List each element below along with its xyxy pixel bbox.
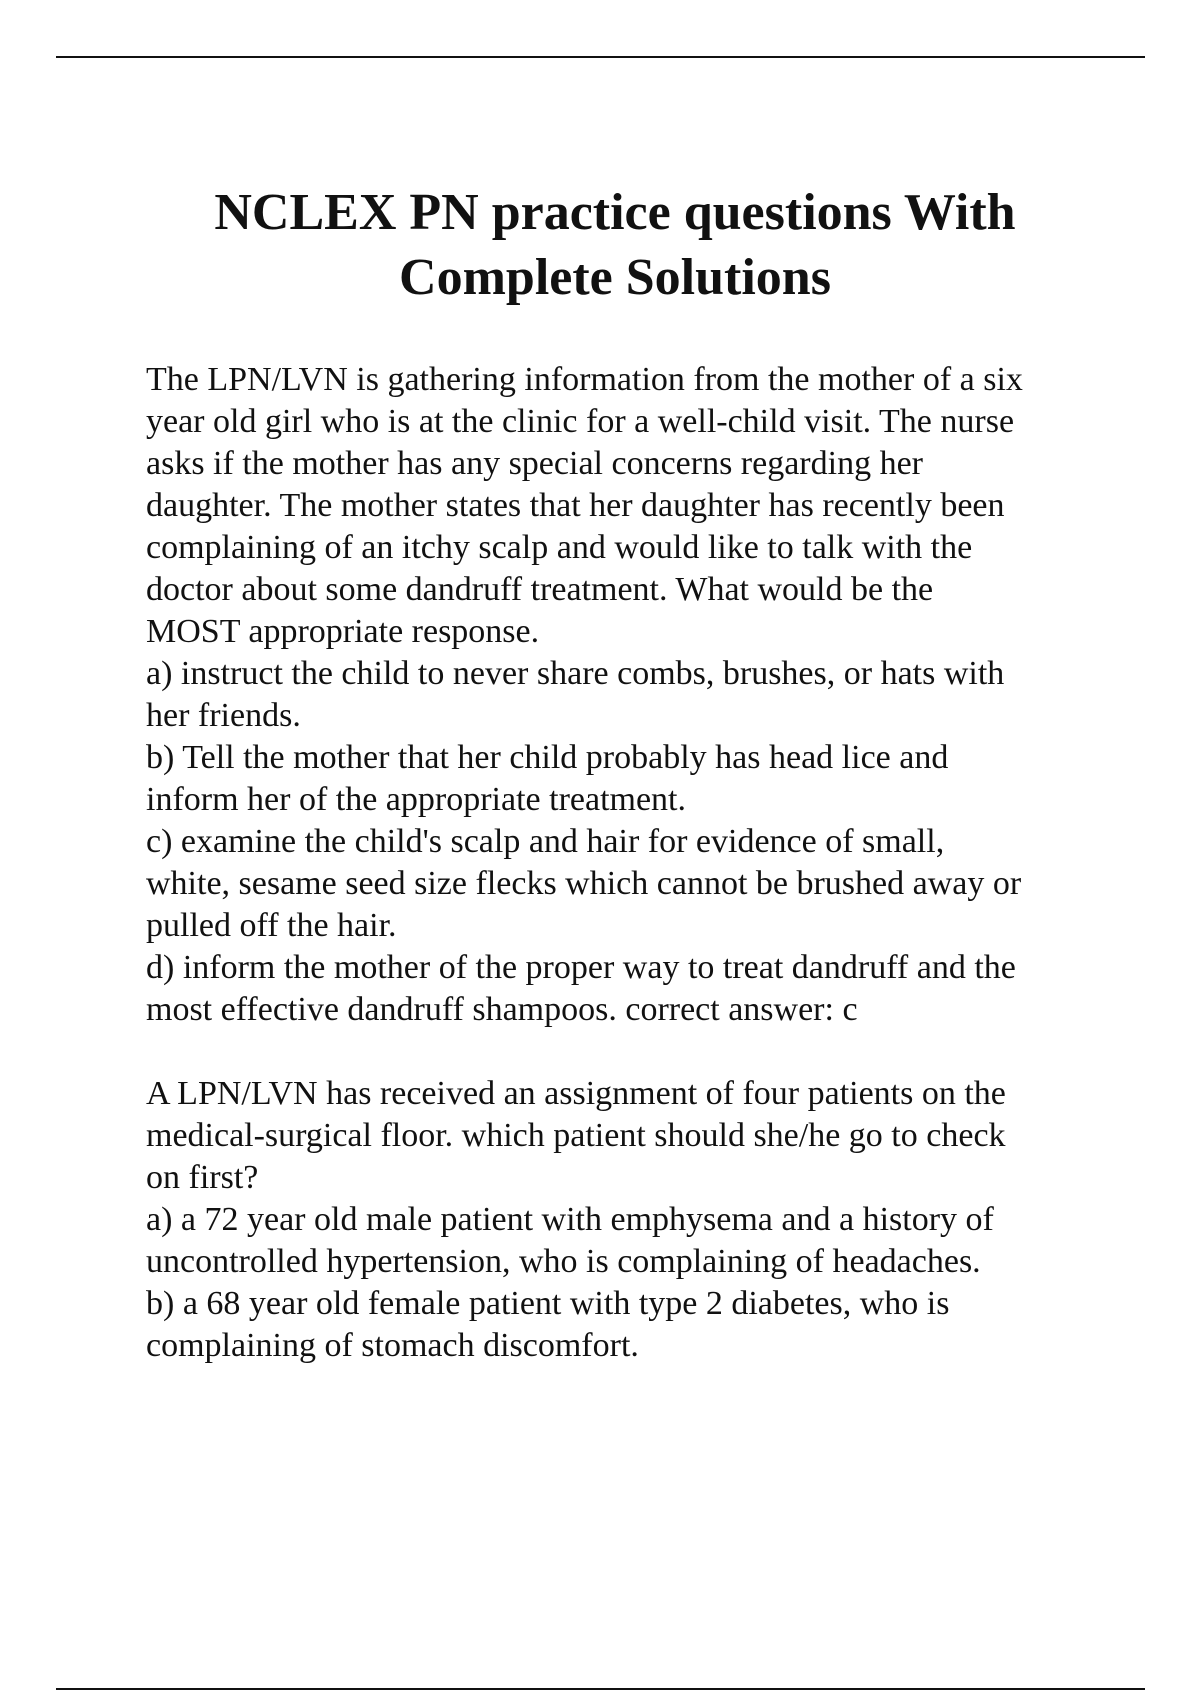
text-line: b) a 68 year old female patient with type 2 diabetes, who is (146, 1285, 950, 1322)
text-line: MOST appropriate response. (146, 613, 540, 650)
question-1-option-a (146, 653, 1106, 737)
text-line: The LPN/LVN is gathering information from the mother of a six (146, 361, 1023, 398)
question-2-option-a (146, 1199, 1106, 1283)
text-line: pulled off the hair. (146, 907, 397, 944)
text-line: inform her of the appropriate treatment. (146, 781, 686, 818)
bottom-divider (56, 1688, 1145, 1690)
document-title (120, 180, 1110, 310)
paragraph-spacer (146, 1031, 1106, 1073)
title-line: Complete Solutions (399, 249, 831, 306)
question-1-option-b (146, 737, 1106, 821)
text-line: medical-surgical floor. which patient should she/he go to check (146, 1117, 1006, 1154)
text-line: a) instruct the child to never share combs, brushes, or hats with (146, 655, 1005, 692)
text-line: white, sesame seed size flecks which cannot be brushed away or (146, 865, 1022, 902)
document-body (146, 359, 1106, 1367)
question-1-option-c (146, 821, 1106, 947)
question-1-stem (146, 359, 1106, 653)
question-2-option-b (146, 1283, 1106, 1367)
text-line: on first? (146, 1159, 259, 1196)
text-line: complaining of stomach discomfort. (146, 1327, 639, 1364)
text-line: year old girl who is at the clinic for a well-child visit. The nurse (146, 403, 1015, 440)
question-2 (146, 1073, 1106, 1367)
question-1-option-d (146, 947, 1106, 1031)
text-line: d) inform the mother of the proper way to treat dandruff and the (146, 949, 1016, 986)
text-line: asks if the mother has any special concerns regarding her (146, 445, 923, 482)
question-1 (146, 359, 1106, 1031)
text-line: most effective dandruff shampoos. correct answer: c (146, 991, 858, 1028)
text-line: c) examine the child's scalp and hair for evidence of small, (146, 823, 945, 860)
title-line: NCLEX PN practice questions With (214, 184, 1016, 241)
text-line: doctor about some dandruff treatment. What would be the (146, 571, 934, 608)
text-line: b) Tell the mother that her child probably has head lice and (146, 739, 949, 776)
text-line: her friends. (146, 697, 301, 734)
text-line: A LPN/LVN has received an assignment of four patients on the (146, 1075, 1006, 1112)
text-line: uncontrolled hypertension, who is complaining of headaches. (146, 1243, 981, 1280)
text-line: complaining of an itchy scalp and would like to talk with the (146, 529, 973, 566)
question-2-stem (146, 1073, 1106, 1199)
text-line: daughter. The mother states that her daughter has recently been (146, 487, 1005, 524)
text-line: a) a 72 year old male patient with emphysema and a history of (146, 1201, 994, 1238)
top-divider (56, 56, 1145, 58)
